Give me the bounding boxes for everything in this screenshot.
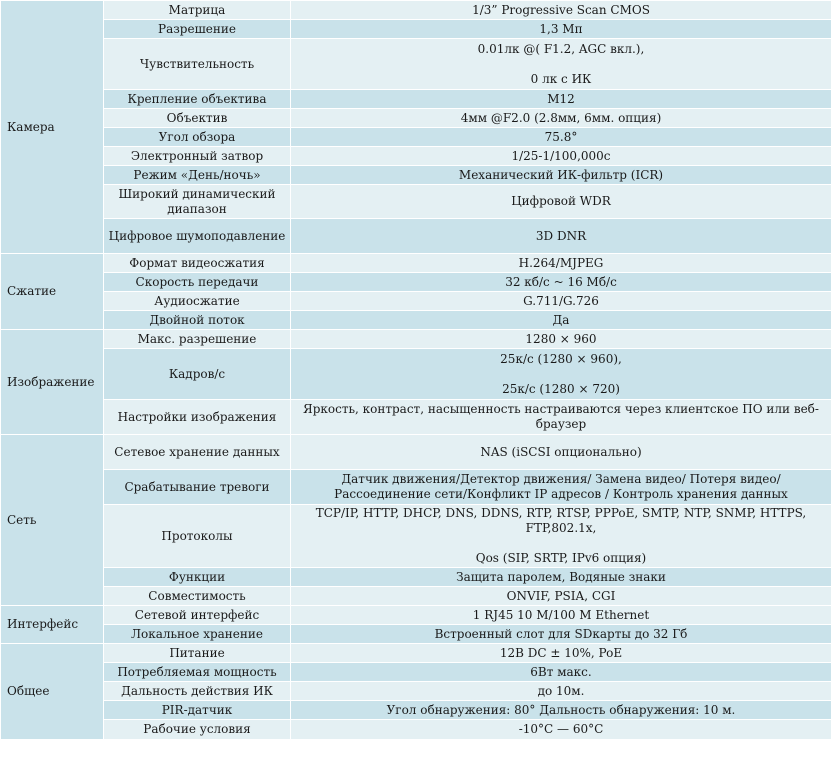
- parameter-name: Угол обзора: [104, 128, 291, 147]
- table-row: [1, 185, 831, 219]
- table-row: [1, 20, 831, 39]
- parameter-value: 6Вт макс.: [291, 663, 831, 682]
- parameter-name: Протоколы: [104, 505, 291, 568]
- parameter-name: PIR-датчик: [104, 701, 291, 720]
- parameter-name: Цифровое шумоподавление: [104, 219, 291, 254]
- spec-table-body: [1, 1, 831, 740]
- table-row: [1, 90, 831, 109]
- parameter-value: 0.01лк @( F1.2, AGC вкл.), 0 лк с ИК: [291, 39, 831, 90]
- group-label: Интерфейс: [1, 606, 104, 644]
- table-row: [1, 39, 831, 90]
- group-label: Общее: [1, 644, 104, 740]
- table-row: [1, 219, 831, 254]
- table-row: [1, 330, 831, 349]
- parameter-name: Срабатывание тревоги: [104, 470, 291, 505]
- parameter-value: NAS (iSCSI опционально): [291, 435, 831, 470]
- parameter-value: 1/3” Progressive Scan CMOS: [291, 1, 831, 20]
- parameter-value: Защита паролем, Водяные знаки: [291, 568, 831, 587]
- parameter-name: Двойной поток: [104, 311, 291, 330]
- table-row: [1, 701, 831, 720]
- table-row: [1, 435, 831, 470]
- table-row: [1, 128, 831, 147]
- parameter-name: Крепление объектива: [104, 90, 291, 109]
- parameter-name: Скорость передачи: [104, 273, 291, 292]
- table-row: [1, 568, 831, 587]
- parameter-value: 32 кб/с ~ 16 Мб/с: [291, 273, 831, 292]
- parameter-value: до 10м.: [291, 682, 831, 701]
- parameter-name: Электронный затвор: [104, 147, 291, 166]
- parameter-value: Цифровой WDR: [291, 185, 831, 219]
- parameter-value: Угол обнаружения: 80° Дальность обнаружения: 10 м.: [291, 701, 831, 720]
- table-row: [1, 273, 831, 292]
- table-row: [1, 720, 831, 740]
- parameter-value: 25к/с (1280 × 960), 25к/с (1280 × 720): [291, 349, 831, 400]
- table-row: [1, 470, 831, 505]
- parameter-name: Совместимость: [104, 587, 291, 606]
- parameter-value: Механический ИК-фильтр (ICR): [291, 166, 831, 185]
- parameter-name: Объектив: [104, 109, 291, 128]
- parameter-name: Настройки изображения: [104, 400, 291, 435]
- parameter-value: 1 RJ45 10 M/100 M Ethernet: [291, 606, 831, 625]
- parameter-name: Сетевое хранение данных: [104, 435, 291, 470]
- group-label: Изображение: [1, 330, 104, 435]
- parameter-name: Режим «День/ночь»: [104, 166, 291, 185]
- parameter-value: 12В DC ± 10%, PoE: [291, 644, 831, 663]
- table-row: [1, 625, 831, 644]
- table-row: [1, 644, 831, 663]
- parameter-name: Локальное хранение: [104, 625, 291, 644]
- parameter-name: Рабочие условия: [104, 720, 291, 740]
- table-row: [1, 1, 831, 20]
- parameter-value: 1/25-1/100,000с: [291, 147, 831, 166]
- table-row: [1, 166, 831, 185]
- table-row: [1, 682, 831, 701]
- table-row: [1, 400, 831, 435]
- parameter-value: Датчик движения/Детектор движения/ Замена видео/ Потеря видео/ Рассоединение сети/Конфликт IP адресов / Контроль хранения данных: [291, 470, 831, 505]
- parameter-name: Дальность действия ИК: [104, 682, 291, 701]
- table-row: [1, 292, 831, 311]
- parameter-name: Чувствительность: [104, 39, 291, 90]
- group-label: Сеть: [1, 435, 104, 606]
- parameter-name: Функции: [104, 568, 291, 587]
- parameter-value: 75.8°: [291, 128, 831, 147]
- parameter-value: G.711/G.726: [291, 292, 831, 311]
- table-row: [1, 147, 831, 166]
- table-row: [1, 587, 831, 606]
- parameter-name: Широкий динамический диапазон: [104, 185, 291, 219]
- parameter-value: Встроенный слот для SDкарты до 32 Гб: [291, 625, 831, 644]
- parameter-value: 1,3 Мп: [291, 20, 831, 39]
- parameter-name: Матрица: [104, 1, 291, 20]
- table-row: [1, 505, 831, 568]
- parameter-name: Потребляемая мощность: [104, 663, 291, 682]
- parameter-name: Кадров/с: [104, 349, 291, 400]
- parameter-value: 3D DNR: [291, 219, 831, 254]
- parameter-value: Да: [291, 311, 831, 330]
- parameter-value: TCP/IP, HTTP, DHCP, DNS, DDNS, RTP, RTSP, PPPoE, SMTP, NTP, SNMP, HTTPS, FTP,802.1x, Qos (SIP, SRTP, IPv6 опция): [291, 505, 831, 568]
- parameter-value: -10°C — 60°C: [291, 720, 831, 740]
- parameter-value: H.264/MJPEG: [291, 254, 831, 273]
- parameter-name: Питание: [104, 644, 291, 663]
- table-row: [1, 663, 831, 682]
- group-label: Сжатие: [1, 254, 104, 330]
- table-row: [1, 311, 831, 330]
- parameter-value: 4мм @F2.0 (2.8мм, 6мм. опция): [291, 109, 831, 128]
- parameter-value: Яркость, контраст, насыщенность настраиваются через клиентское ПО или веб- браузер: [291, 400, 831, 435]
- parameter-value: ONVIF, PSIA, CGI: [291, 587, 831, 606]
- table-row: [1, 109, 831, 128]
- parameter-name: Макс. разрешение: [104, 330, 291, 349]
- table-row: [1, 606, 831, 625]
- table-row: [1, 254, 831, 273]
- group-label: Камера: [1, 1, 104, 254]
- parameter-value: 1280 × 960: [291, 330, 831, 349]
- parameter-name: Аудиосжатие: [104, 292, 291, 311]
- parameter-name: Формат видеосжатия: [104, 254, 291, 273]
- parameter-name: Сетевой интерфейс: [104, 606, 291, 625]
- parameter-value: M12: [291, 90, 831, 109]
- table-row: [1, 349, 831, 400]
- parameter-name: Разрешение: [104, 20, 291, 39]
